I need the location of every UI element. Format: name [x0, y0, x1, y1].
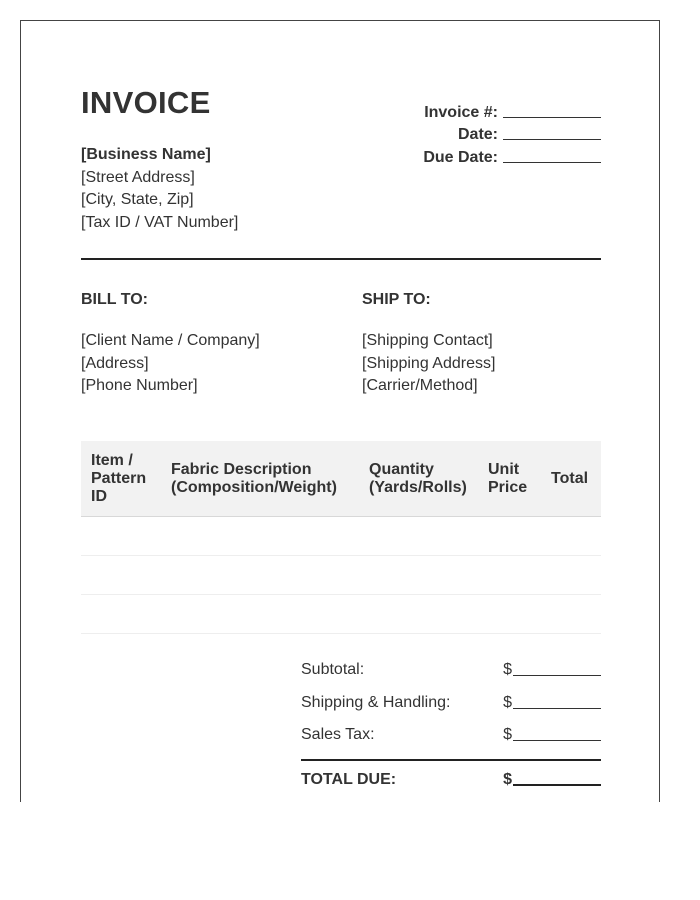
ship-to-address: [Shipping Address] — [362, 354, 496, 372]
bill-to-phone: [Phone Number] — [81, 377, 198, 394]
business-street: [Street Address] — [81, 168, 195, 186]
invoice-page — [20, 20, 660, 802]
business-tax-id: [Tax ID / VAT Number] — [81, 213, 239, 231]
subtotal-label: Subtotal: — [301, 661, 365, 678]
bill-to-block — [81, 291, 260, 398]
col-fabric-description: Fabric Description (Composition/Weight) — [161, 441, 359, 517]
sales-tax-label: Sales Tax: — [301, 726, 375, 743]
table-row — [81, 517, 601, 556]
table-cell[interactable] — [161, 556, 359, 595]
table-cell[interactable] — [161, 517, 359, 556]
sales-tax-blank[interactable] — [513, 740, 601, 741]
table-cell[interactable] — [161, 595, 359, 634]
table-row — [81, 556, 601, 595]
col-total: Total — [545, 441, 601, 517]
shipping-blank[interactable] — [513, 708, 601, 709]
col-item-pattern-id: Item / Pattern ID — [81, 441, 161, 517]
table-cell[interactable] — [545, 517, 601, 556]
subtotal-blank[interactable] — [513, 675, 601, 676]
shipping-row — [301, 679, 601, 712]
ship-to-heading: SHIP TO: — [362, 291, 431, 308]
business-info — [81, 144, 238, 234]
due-date-row — [341, 144, 601, 167]
business-city: [City, State, Zip] — [81, 191, 194, 208]
items-table — [81, 441, 601, 634]
invoice-number-blank[interactable] — [503, 116, 601, 118]
currency-symbol: $ — [503, 693, 512, 711]
ship-to-block — [362, 291, 495, 398]
table-cell[interactable] — [359, 556, 482, 595]
invoice-title: INVOICE — [81, 85, 211, 120]
bill-to-heading: BILL TO: — [81, 291, 148, 308]
invoice-number-row — [341, 99, 601, 122]
shipping-label: Shipping & Handling: — [301, 693, 451, 711]
items-header-row — [81, 441, 601, 517]
table-cell[interactable] — [81, 517, 161, 556]
total-due-row — [301, 761, 601, 789]
ship-to-contact: [Shipping Contact] — [362, 332, 493, 349]
table-cell[interactable] — [359, 595, 482, 634]
currency-symbol: $ — [503, 726, 512, 743]
bill-to-address: [Address] — [81, 354, 149, 372]
sales-tax-row — [301, 712, 601, 745]
table-cell[interactable] — [482, 595, 545, 634]
table-cell[interactable] — [359, 517, 482, 556]
totals-block — [301, 657, 601, 789]
header-divider — [81, 258, 601, 260]
date-blank[interactable] — [503, 138, 601, 140]
invoice-meta — [341, 99, 601, 167]
col-unit-price: Unit Price — [482, 441, 545, 517]
table-cell[interactable] — [545, 556, 601, 595]
col-quantity: Quantity (Yards/Rolls) — [359, 441, 482, 517]
business-name: [Business Name] — [81, 146, 211, 163]
due-date-label: Due Date: — [423, 148, 498, 166]
invoice-number-label: Invoice #: — [424, 103, 498, 121]
total-due-blank[interactable] — [513, 784, 601, 786]
subtotal-row — [301, 657, 601, 679]
date-row — [341, 122, 601, 145]
table-row — [81, 595, 601, 634]
due-date-blank[interactable] — [503, 161, 601, 163]
table-cell[interactable] — [81, 556, 161, 595]
date-label: Date: — [457, 126, 498, 143]
total-due-label: TOTAL DUE: — [301, 771, 397, 788]
table-cell[interactable] — [545, 595, 601, 634]
currency-symbol: $ — [503, 661, 512, 678]
table-cell[interactable] — [482, 517, 545, 556]
bill-to-client: [Client Name / Company] — [81, 332, 260, 349]
table-cell[interactable] — [81, 595, 161, 634]
currency-symbol: $ — [503, 771, 512, 788]
table-cell[interactable] — [482, 556, 545, 595]
ship-to-carrier: [Carrier/Method] — [362, 377, 478, 394]
